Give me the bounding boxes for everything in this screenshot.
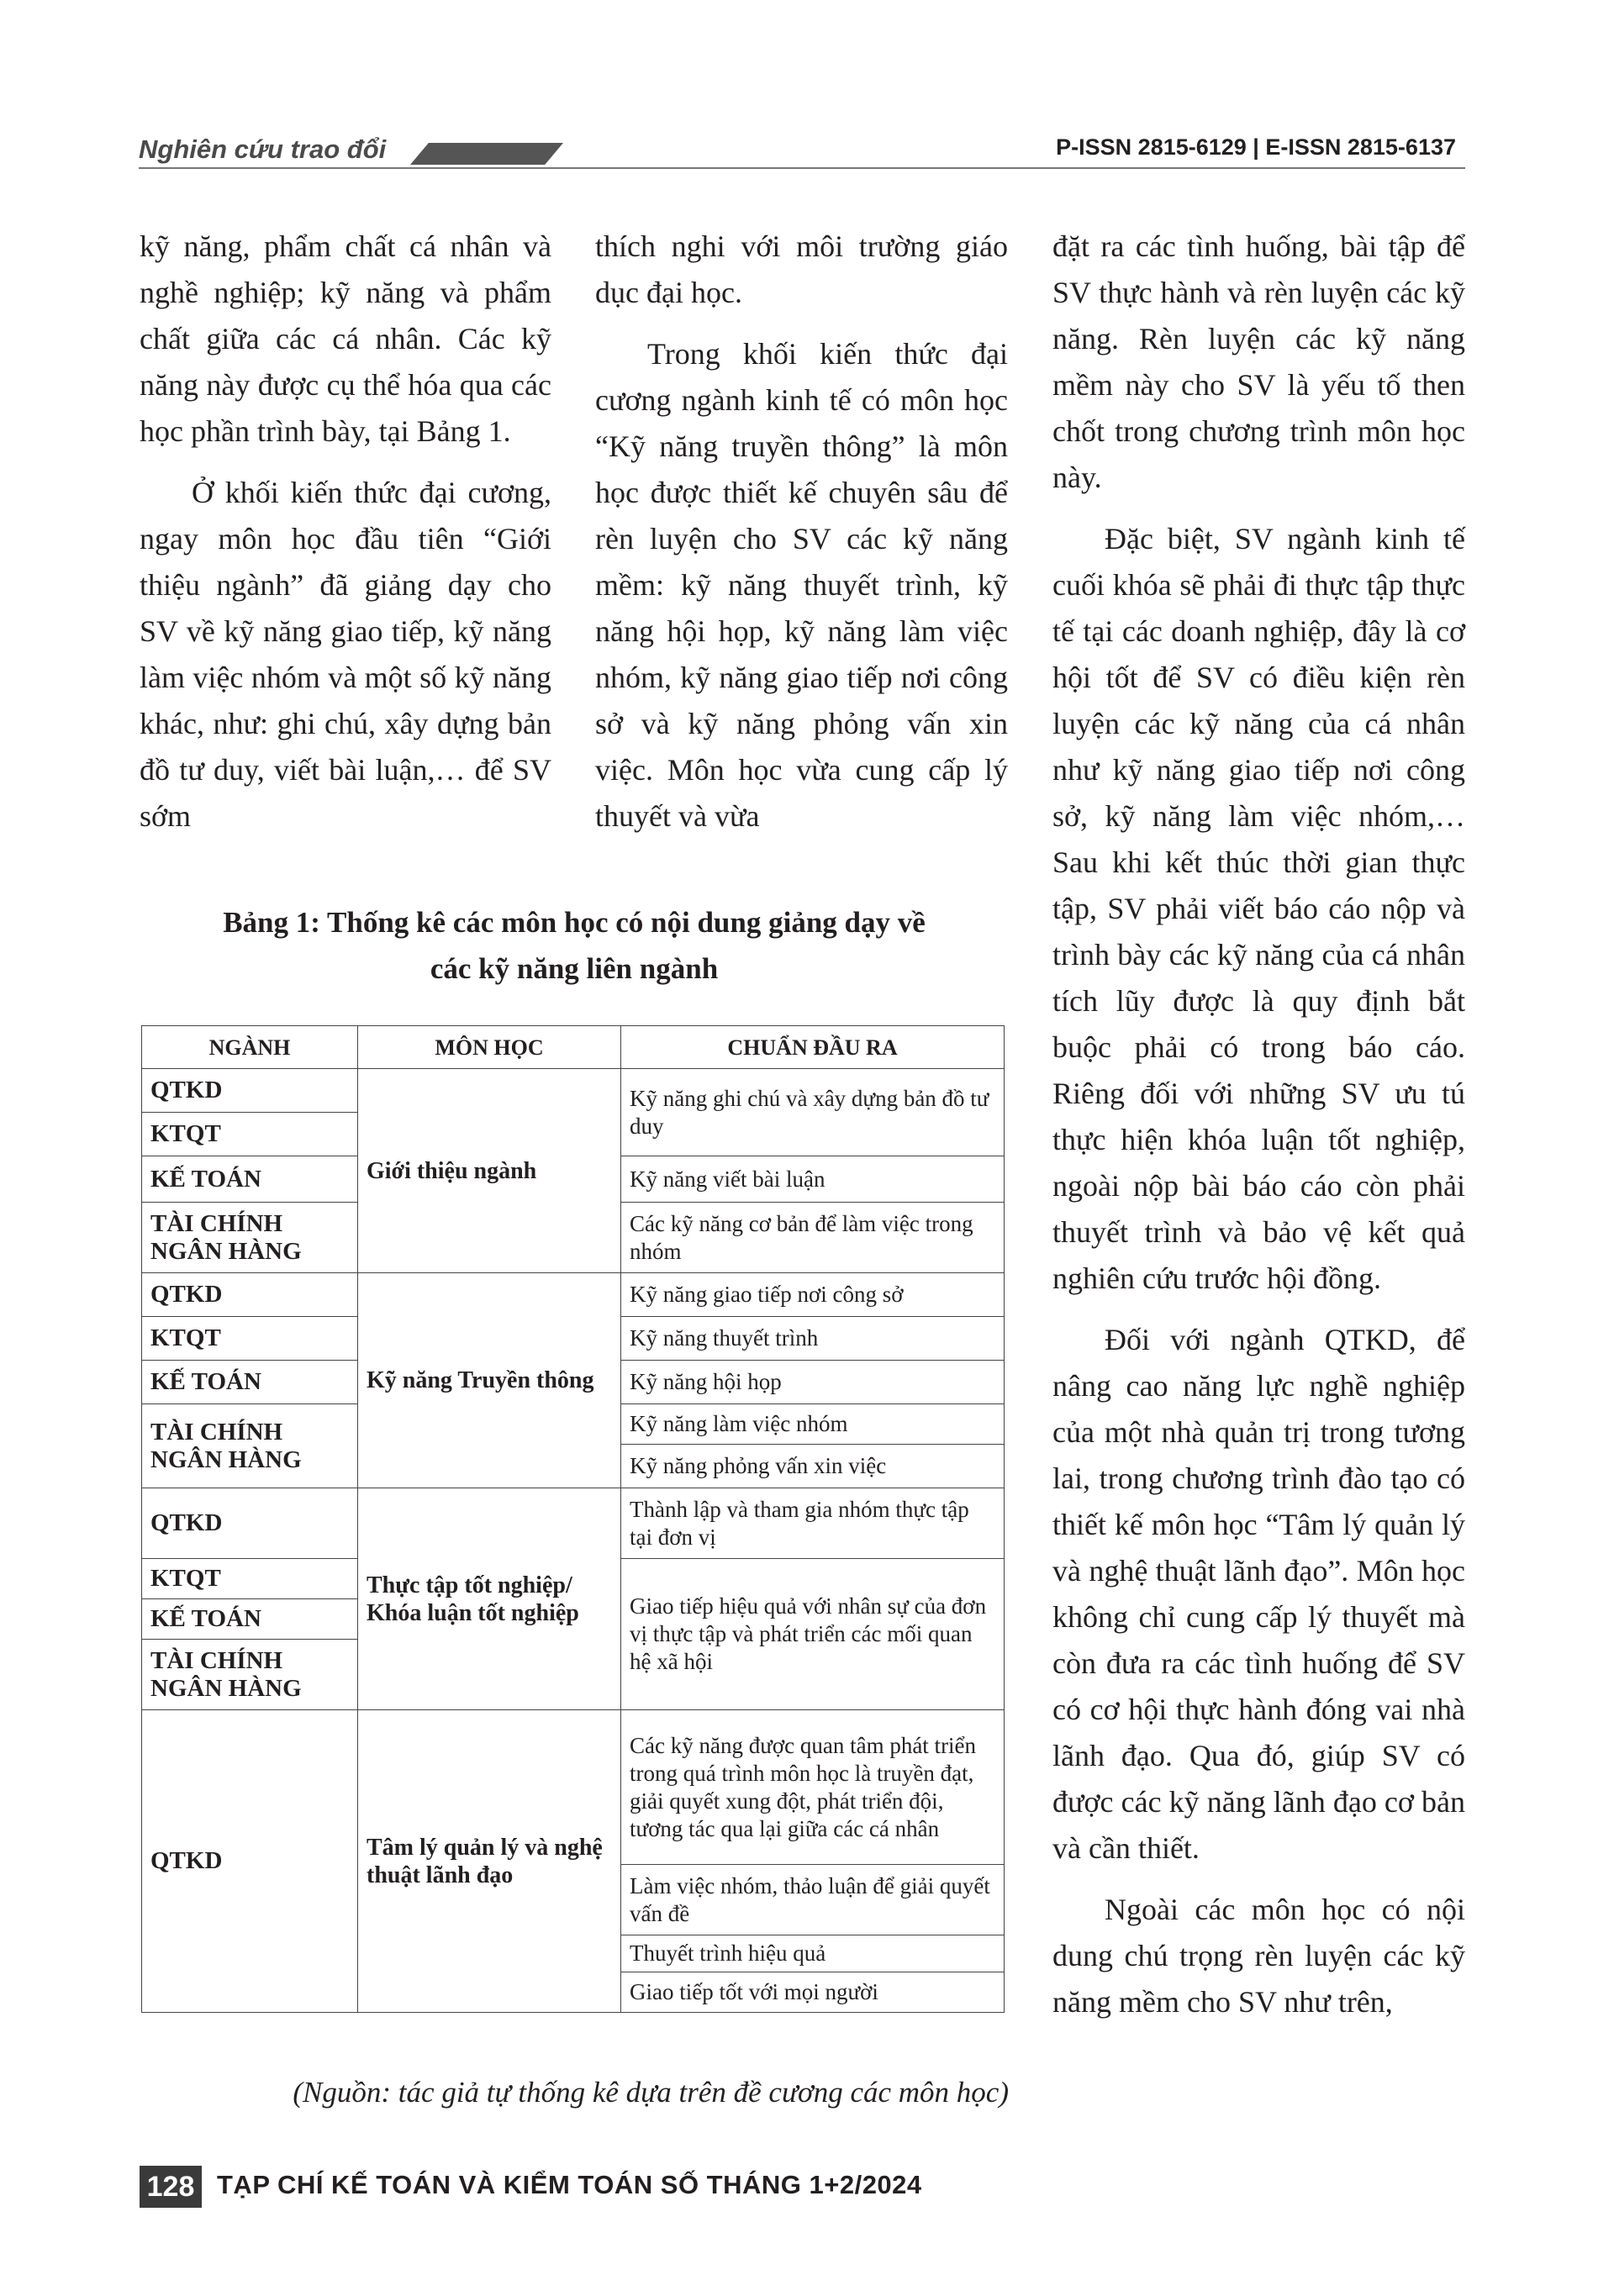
nganh-cell: KẾ TOÁN <box>142 1599 358 1640</box>
text-column-1 <box>140 224 551 840</box>
text-column-3 <box>1052 224 1465 2025</box>
nganh-cell: KTQT <box>142 1317 358 1361</box>
paragraph: Ngoài các môn học có nội dung chú trọng rèn luyện các kỹ năng mềm cho SV như trên, <box>1052 1893 1465 2019</box>
nganh-cell: KTQT <box>142 1113 358 1156</box>
chuan-dau-ra-cell: Kỹ năng thuyết trình <box>621 1317 1005 1361</box>
chuan-dau-ra-cell: Thuyết trình hiệu quả <box>621 1935 1005 1972</box>
chuan-dau-ra-cell: Các kỹ năng được quan tâm phát triển trong quá trình môn học là truyền đạt, giải quyết xung đột, phát triển đội, tương tác qua lại giữa các cá nhân <box>621 1710 1005 1865</box>
page-number: 128 <box>140 2166 202 2208</box>
paragraph: Đặc biệt, SV ngành kinh tế cuối khóa sẽ phải đi thực tập thực tế tại các doanh nghiệp, đây là cơ hội tốt để SV có điều kiện rèn luyện các kỹ năng của cá nhân như kỹ năng giao tiếp nơi công sở, kỹ năng làm việc nhóm,… Sau khi kết thúc thời gian thực tập, SV phải viết báo cáo nộp và trình bày các kỹ năng của cá nhân tích lũy được là quy định bắt buộc phải có trong báo cáo. Riêng đối với những SV ưu tú thực hiện khóa luận tốt nghiệp, ngoài nộp bài báo cáo còn phải thuyết trình và bảo vệ kết quả nghiên cứu trước hội đồng. <box>1052 522 1465 1295</box>
nganh-cell: TÀI CHÍNH NGÂN HÀNG <box>142 1640 358 1710</box>
column-header: CHUẨN ĐẦU RA <box>621 1026 1005 1069</box>
paragraph: Trong khối kiến thức đại cương ngành kinh tế có môn học “Kỹ năng truyền thông” là môn học được thiết kế chuyên sâu để rèn luyện cho SV các kỹ năng mềm: kỹ năng thuyết trình, kỹ năng hội họp, kỹ năng làm việc nhóm, kỹ năng giao tiếp nơi công sở và kỹ năng phỏng vấn xin việc. Môn học vừa cung cấp lý thuyết và vừa <box>595 337 1008 833</box>
header-decor-bar <box>410 143 563 165</box>
mon-hoc-cell: Thực tập tốt nghiệp/ Khóa luận tốt nghiệp <box>358 1488 621 1710</box>
chuan-dau-ra-cell: Kỹ năng viết bài luận <box>621 1156 1005 1203</box>
nganh-cell: KẾ TOÁN <box>142 1156 358 1203</box>
chuan-dau-ra-cell: Kỹ năng làm việc nhóm <box>621 1404 1005 1445</box>
chuan-dau-ra-cell: Kỹ năng hội họp <box>621 1361 1005 1404</box>
nganh-cell: QTKD <box>142 1273 358 1317</box>
column-header: MÔN HỌC <box>358 1026 621 1069</box>
table-caption-line: Bảng 1: Thống kê các môn học có nội dung giảng dạy về <box>223 906 926 939</box>
nganh-cell: TÀI CHÍNH NGÂN HÀNG <box>142 1404 358 1488</box>
chuan-dau-ra-cell: Kỹ năng giao tiếp nơi công sở <box>621 1273 1005 1317</box>
chuan-dau-ra-cell: Giao tiếp tốt với mọi người <box>621 1972 1005 2013</box>
header-rule <box>139 167 1465 169</box>
nganh-cell: QTKD <box>142 1069 358 1113</box>
table-source-note: (Nguồn: tác giả tự thống kê dựa trên đề cương các môn học) <box>293 2076 1009 2109</box>
table-row <box>142 1069 1005 1113</box>
paragraph: kỹ năng, phẩm chất cá nhân và nghề nghiệp; kỹ năng và phẩm chất giữa các cá nhân. Các kỹ năng này được cụ thể hóa qua các học phần trình bày, tại Bảng 1. <box>140 229 551 448</box>
paragraph: thích nghi với môi trường giáo dục đại học. <box>595 229 1008 309</box>
paragraph: đặt ra các tình huống, bài tập để SV thực hành và rèn luyện các kỹ năng. Rèn luyện các kỹ năng mềm này cho SV là yếu tố then chốt trong chương trình môn học này. <box>1052 229 1465 494</box>
chuan-dau-ra-cell: Thành lập và tham gia nhóm thực tập tại đơn vị <box>621 1488 1005 1559</box>
issn-label: P-ISSN 2815-6129 | E-ISSN 2815-6137 <box>1056 134 1456 160</box>
table-caption <box>140 899 1009 992</box>
chuan-dau-ra-cell: Kỹ năng ghi chú và xây dựng bản đồ tư duy <box>621 1069 1005 1156</box>
skills-table <box>141 1025 1005 2013</box>
column-header: NGÀNH <box>142 1026 358 1069</box>
mon-hoc-cell: Giới thiệu ngành <box>358 1069 621 1273</box>
mon-hoc-cell: Tâm lý quản lý và nghệ thuật lãnh đạo <box>358 1710 621 2013</box>
table-header-row <box>142 1026 1005 1069</box>
nganh-cell: KẾ TOÁN <box>142 1361 358 1404</box>
chuan-dau-ra-cell: Các kỹ năng cơ bản để làm việc trong nhóm <box>621 1203 1005 1273</box>
paragraph: Ở khối kiến thức đại cương, ngay môn học đầu tiên “Giới thiệu ngành” đã giảng dạy cho SV về kỹ năng giao tiếp, kỹ năng làm việc nhóm và một số kỹ năng khác, như: ghi chú, xây dựng bản đồ tư duy, viết bài luận,… để SV sớm <box>140 476 551 833</box>
chuan-dau-ra-cell: Làm việc nhóm, thảo luận để giải quyết vấn đề <box>621 1865 1005 1935</box>
nganh-cell: TÀI CHÍNH NGÂN HÀNG <box>142 1203 358 1273</box>
nganh-cell: QTKD <box>142 1710 358 2013</box>
nganh-cell: QTKD <box>142 1488 358 1559</box>
chuan-dau-ra-cell: Kỹ năng phỏng vấn xin việc <box>621 1445 1005 1488</box>
chuan-dau-ra-cell: Giao tiếp hiệu quả với nhân sự của đơn vị thực tập và phát triển các mối quan hệ xã hội <box>621 1559 1005 1710</box>
section-title: Nghiên cứu trao đổi <box>139 134 387 164</box>
nganh-cell: KTQT <box>142 1559 358 1599</box>
table-row <box>142 1488 1005 1559</box>
paragraph: Đối với ngành QTKD, để nâng cao năng lực nghề nghiệp của một nhà quản trị trong tương lai, trong chương trình đào tạo có thiết kế môn học “Tâm lý quản lý và nghệ thuật lãnh đạo”. Môn học không chỉ cung cấp lý thuyết mà còn đưa ra các tình huống để SV có cơ hội thực hành đóng vai nhà lãnh đạo. Qua đó, giúp SV có được các kỹ năng lãnh đạo cơ bản và cần thiết. <box>1052 1323 1465 1865</box>
table-caption-line: các kỹ năng liên ngành <box>430 952 719 985</box>
table-row <box>142 1710 1005 1865</box>
journal-name: TẠP CHÍ KẾ TOÁN VÀ KIỂM TOÁN SỐ THÁNG 1+2/2024 <box>217 2170 922 2199</box>
mon-hoc-cell: Kỹ năng Truyền thông <box>358 1273 621 1488</box>
table-row <box>142 1273 1005 1317</box>
text-column-2 <box>595 224 1008 840</box>
